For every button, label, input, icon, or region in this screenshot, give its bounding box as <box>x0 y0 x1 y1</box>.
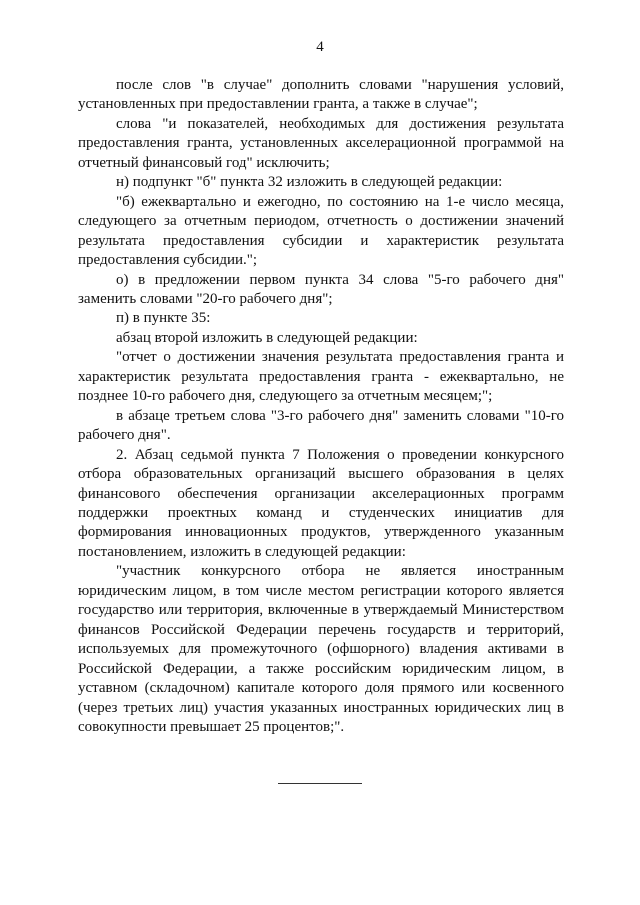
page-number: 4 <box>316 39 324 55</box>
paragraph-9: в абзаце третьем слова "3-го рабочего дня" заменить словами "10-го рабочего дня". <box>78 407 564 444</box>
end-divider-line <box>278 783 362 784</box>
paragraph-3: н) подпункт "б" пункта 32 изложить в следующей редакции: <box>116 174 503 191</box>
paragraph-10: 2. Абзац седьмой пункта 7 Положения о проведении конкурсного отбора образовательных организаций высшего образования в целях финансового обеспечения организации акселерационных программ поддержки проектных команд и студенческих инициатив для формирования инновационных продуктов, утвержденного указанным постановлением, изложить в следующей редакции: <box>78 446 564 560</box>
paragraph-11: "участник конкурсного отбора не является иностранным юридическим лицом, в том числе местом регистрации которого является государство или территория, включенные в утверждаемый Министерством финансов Российской Федерации перечень государств и территорий, используемых для промежуточного (офшорного) владения активами в Российской Федерации, а также российским юридическим лицом, в уставном (складочном) капитале которого доля прямого или косвенного (через третьих лиц) участия указанных иностранных юридических лиц в совокупности превышает 25 процентов;". <box>78 563 564 735</box>
paragraph-8: "отчет о достижении значения результата предоставления гранта и характеристик результата предоставления гранта - ежеквартально, не позднее 10-го рабочего дня, следующего за отчетным месяцем;"; <box>78 349 564 405</box>
paragraph-7: абзац второй изложить в следующей редакции: <box>116 329 418 346</box>
document-body <box>78 76 564 737</box>
paragraph-4: "б) ежеквартально и ежегодно, по состоянию на 1-е число месяца, следующего за отчетным периодом, отчетность о достижении значений результата предоставления субсидии и характеристик результата предоставления субсидии."; <box>78 193 564 269</box>
paragraph-2: слова "и показателей, необходимых для достижения результата предоставления гранта, установленных акселерационной программой на отчетный финансовый год" исключить; <box>78 115 564 171</box>
paragraph-1: после слов "в случае" дополнить словами "нарушения условий, установленных при предоставлении гранта, а также в случае"; <box>78 77 564 113</box>
paragraph-5: о) в предложении первом пункта 34 слова "5-го рабочего дня" заменить словами "20-го рабочего дня"; <box>78 271 564 307</box>
paragraph-6: п) в пункте 35: <box>116 310 211 327</box>
